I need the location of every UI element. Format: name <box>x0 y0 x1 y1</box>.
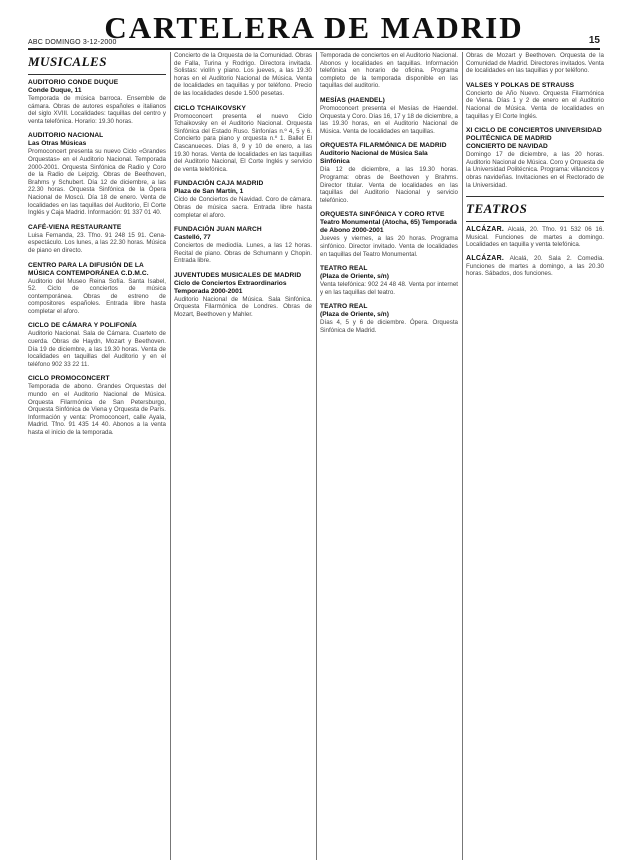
listing-block <box>28 79 166 125</box>
theatre-listing <box>466 226 604 249</box>
listing-heading: CAFÉ-VIENA RESTAURANTE <box>28 223 122 231</box>
section-title-teatros: TEATROS <box>466 201 528 217</box>
masthead <box>28 8 600 50</box>
theatre-details: Alcalá, 20. Sala 2. Comedia. Funciones de martes a domingo, a las 20.30 horas. Sábados, dos funciones. <box>466 254 604 278</box>
listing-subheading: (Plaza de Oriente, s/n) <box>320 273 389 281</box>
column-divider <box>316 52 317 860</box>
section-rule <box>28 74 166 75</box>
listing-heading: ORQUESTA SINFÓNICA Y CORO RTVE <box>320 211 445 219</box>
column-2 <box>174 52 312 860</box>
listing-block <box>28 322 166 368</box>
listing-text: Jueves y viernes, a las 20 horas. Programa sinfónico. Director invitado. Venta de localidades en taquillas del Teatro Monumental. <box>320 235 458 258</box>
listing-subheading: Teatro Monumental (Atocha, 65) Temporada de Abono 2000-2001 <box>320 219 457 235</box>
listing-text: Concierto de Año Nuevo. Orquesta Filarmónica de Viena. Días 1 y 2 de enero en el Auditorio Nacional de Música. Venta de localidades en taquillas y El Corte Inglés. <box>466 89 604 120</box>
listing-block <box>174 226 312 265</box>
column-3 <box>320 52 458 860</box>
listing-heading: CENTRO PARA LA DIFUSIÓN DE LA MÚSICA CONTEMPORÁNEA C.D.M.C. <box>28 261 149 277</box>
listing-heading: TEATRO REAL <box>320 303 368 311</box>
listing-block <box>28 224 166 255</box>
theatre-listing <box>466 255 604 278</box>
listing-subheading: Castelló, 77 <box>174 234 211 242</box>
listing-heading: FUNDACIÓN CAJA MADRID <box>174 180 264 188</box>
listing-subheading: Ciclo de Conciertos Extraordinarios Temporada 2000-2001 <box>174 279 287 295</box>
listing-block <box>466 52 604 75</box>
theatre-name: ALCÁZAR. <box>466 254 505 262</box>
page-title: CARTELERA DE MADRID <box>104 10 524 45</box>
listing-subheading: CONCIERTO DE NAVIDAD <box>466 143 548 151</box>
listing-block <box>320 142 458 204</box>
listing-heading: MESÍAS (HAENDEL) <box>320 96 385 104</box>
listing-text: Venta telefónica: 902 24 48 48. Venta por internet y en las taquillas del teatro. <box>320 281 458 296</box>
column-divider <box>170 52 171 860</box>
listing-text: Temporada de música barroca. Ensemble de cámara. Obras de autores españoles e italianos del siglo XVIII. Localidades: taquillas del centro y venta telefónica. Horario: 19.30 horas. <box>28 95 166 125</box>
theatre-name: ALCÁZAR. <box>466 226 505 234</box>
listing-block <box>320 303 458 334</box>
listing-subheading: Conde Duque, 11 <box>28 87 82 94</box>
listing-block <box>320 211 458 258</box>
section-title-musicales: MUSICALES <box>28 54 107 69</box>
listing-text: Conciertos de mediodía. Lunes, a las 12 horas. Recital de piano. Obras de Schumann y Chopin. Entrada libre. <box>174 242 312 265</box>
listing-block <box>28 375 166 436</box>
listing-heading: CICLO DE CÁMARA Y POLIFONÍA <box>28 322 137 330</box>
section-rule <box>466 196 604 197</box>
listing-text: Ciclo de Conciertos de Navidad. Coro de cámara. Obras de música sacra. Entrada libre hasta completar el aforo. <box>174 196 312 219</box>
listing-block <box>466 127 604 189</box>
listing-heading: AUDITORIO NACIONAL <box>28 132 104 140</box>
listing-subheading: Auditorio Nacional de Música Sala Sinfónica <box>320 150 428 166</box>
listings-columns <box>28 52 604 860</box>
listing-text: Domingo 17 de diciembre, a las 20 horas. Auditorio Nacional de Música. Coro y Orquesta de la Universidad Politécnica. Programa: villancicos y obras navideñas. Invitaciones en el Rectorado de la Universidad. <box>466 151 604 189</box>
listing-text: Concierto de la Orquesta de la Comunidad. Obras de Falla, Turina y Rodrigo. Directora invitada. Solistas: violín y piano. Los jueves, a las 19.30 horas en el Auditorio Nacional de Música. Venta de localidades en taquillas y por teléfono. Precio de las localidades desde 1.500 pesetas. <box>174 52 312 97</box>
page-number: 15 <box>588 35 600 46</box>
listing-heading: VALSES Y POLKAS DE STRAUSS <box>466 81 575 89</box>
listing-heading: ORQUESTA FILARMÓNICA DE MADRID <box>320 142 447 150</box>
issue-date: ABC DOMINGO 3-12-2000 <box>28 39 117 46</box>
listing-block <box>28 262 166 316</box>
listing-text: Promoconcert presenta su nuevo Ciclo «Grandes Orquestas» en el Auditorio Nacional. Temporada 2000-2001. Orquesta Sinfónica de Radio y Coro de la Radio de Leipzig. Obras de Beethoven, Brahms y Schubert. Día 12 de diciembre, a las 22.30 horas. Orquesta Sinfónica de la Ópera Nacional de Moscú. Día 18 de enero. Venta de localidades en las taquillas del Auditorio, El Corte Inglés y Caja Madrid. Información: 91 337 01 40. <box>28 148 166 217</box>
listing-text: Luisa Fernanda, 23. Tfno. 91 248 15 91. Cena-espectáculo. Los lunes, a las 22.30 horas. Música de piano en directo. <box>28 231 166 254</box>
listing-subheading: Las Otras Músicas <box>28 140 87 148</box>
listing-text: Obras de Mozart y Beethoven. Orquesta de la Comunidad de Madrid. Directores invitados. Venta de localidades en las taquillas y por teléfono. <box>466 52 604 75</box>
listing-text: Promoconcert presenta el Mesías de Haendel. Orquesta y Coro. Días 16, 17 y 18 de diciembre, a las 19.30 horas, en el Auditorio Nacional de Música. Venta de localidades en taquillas. <box>320 104 458 135</box>
section-rule <box>466 221 604 222</box>
listing-block <box>320 265 458 296</box>
listing-text: Día 12 de diciembre, a las 19.30 horas. Programa: obras de Beethoven y Brahms. Director titular. Venta de localidades en las taquillas del Auditorio Nacional y servicio telefónico. <box>320 166 458 204</box>
listing-heading: AUDITORIO CONDE DUQUE <box>28 79 119 86</box>
theatre-details: Alcalá, 20. Tfno. 91 532 06 16. Musical. Funciones de martes a domingo. Localidades en taquilla y venta telefónica. <box>466 226 604 249</box>
column-1 <box>28 52 166 860</box>
listing-heading: CICLO TCHAIKOVSKY <box>174 104 247 112</box>
column-divider <box>462 52 463 860</box>
listing-heading: FUNDACIÓN JUAN MARCH <box>174 226 262 234</box>
listing-text: Auditorio Nacional. Sala de Cámara. Cuarteto de cuerda. Obras de Haydn, Mozart y Beethoven. Día 19 de diciembre, a las 19.30 horas. Venta de localidades en taquillas del Auditorio y en el teléfono 902 33 22 11. <box>28 330 166 368</box>
listing-block <box>320 97 458 135</box>
listing-text: Promoconcert presenta el nuevo Ciclo Tchaikovsky en el Auditorio Nacional. Orquesta Sinfónica del Estado Ruso. Sinfonías n.º 4, 5 y 6. Concierto para piano y orquesta n.º 1. Ballet El Cascanueces. Días 8, 9 y 10 de enero, a las 19.30 horas. Venta de localidades en las taquillas del Auditorio Nacional, El Corte Inglés y servicio de venta telefónica. <box>174 112 312 173</box>
listing-block <box>174 272 312 319</box>
listing-subheading: (Plaza de Oriente, s/n) <box>320 311 389 319</box>
listing-text: Temporada de conciertos en el Auditorio Nacional. Abonos y localidades en taquillas. Información telefónica en horario de oficina. Programa completo de la temporada disponible en las taquillas del auditorio. <box>320 52 458 90</box>
listing-subheading: Plaza de San Martín, 1 <box>174 188 244 196</box>
listing-text: Temporada de abono. Grandes Orquestas del mundo en el Auditorio Nacional de Música. Orquesta Filarmónica de San Petersburgo, Orquesta Sinfónica de Viena y Orquesta de París. Información y venta: Promoconcert, calle Ayala, Madrid. Tfno. 91 435 14 40. Abonos a la venta hasta el inicio de la temporada. <box>28 383 166 436</box>
listing-text: Días 4, 5 y 6 de diciembre. Ópera. Orquesta Sinfónica de Madrid. <box>320 319 458 334</box>
listing-text: Auditorio Nacional de Música. Sala Sinfónica. Orquesta Filarmónica de Londres. Obras de Mozart, Beethoven y Mahler. <box>174 295 312 319</box>
listing-heading: TEATRO REAL <box>320 265 368 273</box>
column-4 <box>466 52 604 860</box>
listing-block <box>174 105 312 174</box>
listing-block <box>466 82 604 120</box>
listing-block <box>174 180 312 219</box>
listing-block <box>28 132 166 216</box>
listing-block <box>320 52 458 90</box>
listing-block <box>174 52 312 98</box>
listing-heading: JUVENTUDES MUSICALES DE MADRID <box>174 271 302 279</box>
listing-heading: CICLO PROMOCONCERT <box>28 375 110 383</box>
listing-heading: XI CICLO DE CONCIERTOS UNIVERSIDAD POLITÉCNICA DE MADRID <box>466 127 602 143</box>
listing-text: Auditorio del Museo Reina Sofía. Santa Isabel, 52. Ciclo de conciertos de música contemporánea. Obras de estreno de compositores españoles. Entrada libre hasta completar el aforo. <box>28 277 166 315</box>
